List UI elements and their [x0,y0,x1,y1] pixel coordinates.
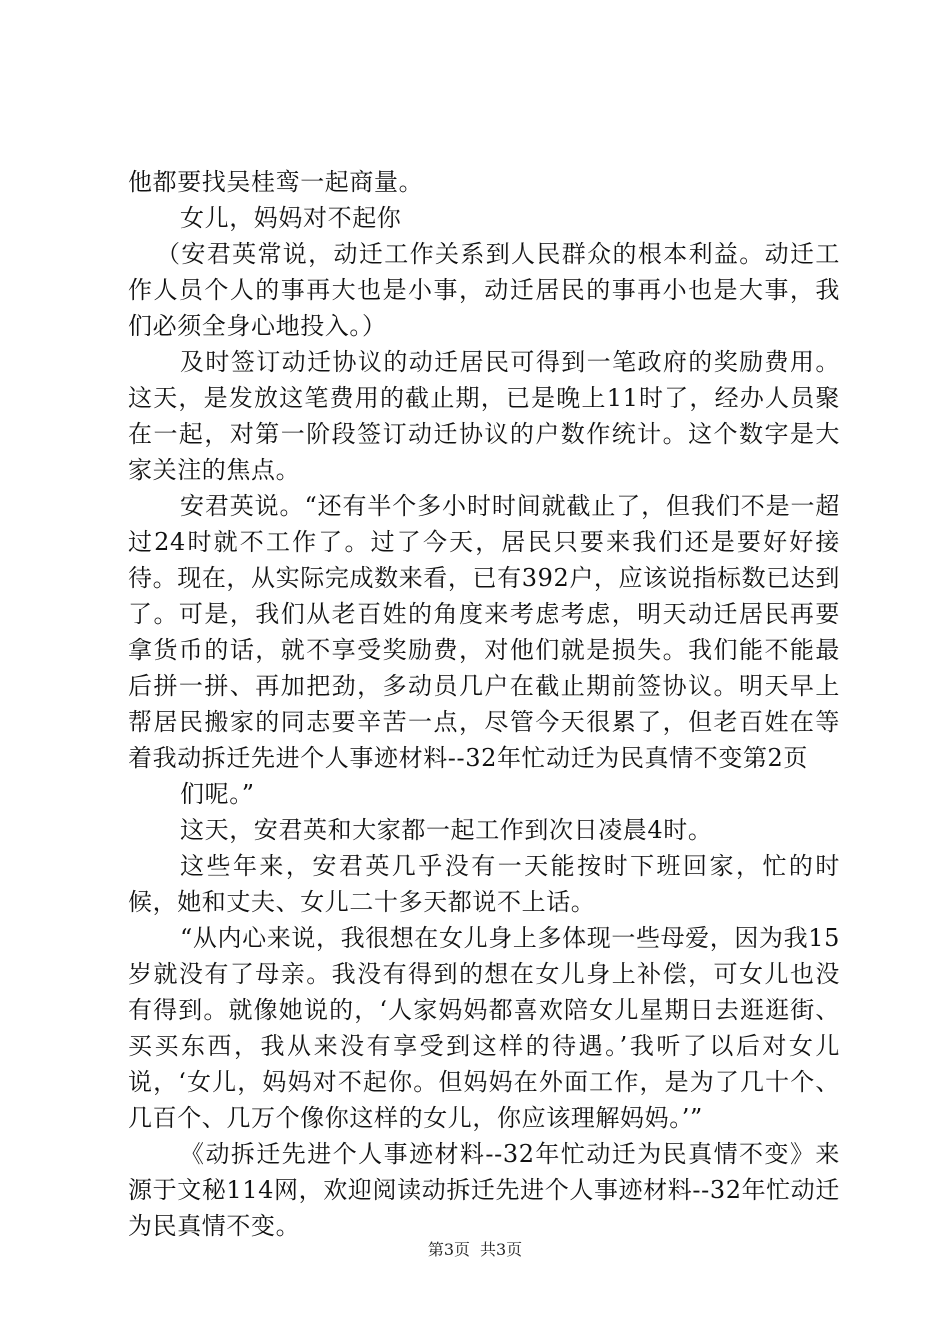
section-heading: 女儿，妈妈对不起你 [180,204,402,232]
paragraph-continuation: 他都要找吴桂鸾一起商量。 [128,168,424,196]
page-number: 第3页 [427,1240,470,1259]
paragraph: 们呢。” [180,780,255,808]
document-body [128,164,840,1244]
paragraph: 及时签订动迁协议的动迁居民可得到一笔政府的奖励费用。这天，是发放这笔费用的截止期，已是晚上11时了，经办人员聚在一起，对第一阶段签订动迁协议的户数作统计。这个数字是大家关注的焦点。 [128,348,840,484]
page-footer [0,1240,950,1260]
paragraph-quote-note: （安君英常说，动迁工作关系到人民群众的根本利益。动迁工作人员个人的事再大也是小事，动迁居民的事再小也是大事，我们必须全身心地投入。） [128,240,840,340]
paragraph: 这些年来，安君英几乎没有一天能按时下班回家，忙的时候，她和丈夫、女儿二十多天都说不上话。 [128,852,840,916]
paragraph: 这天，安君英和大家都一起工作到次日凌晨4时。 [180,816,713,844]
paragraph-source-note: 《动拆迁先进个人事迹材料--32年忙动迁为民真情不变》来源于文秘114网，欢迎阅读动拆迁先进个人事迹材料--32年忙动迁为民真情不变。 [128,1140,840,1240]
page-total: 共3页 [480,1240,523,1259]
paragraph: “从内心来说，我很想在女儿身上多体现一些母爱，因为我15岁就没有了母亲。我没有得到的想在女儿身上补偿，可女儿也没有得到。就像她说的，‘人家妈妈都喜欢陪女儿星期日去逛逛街、买买东西，我从来没有享受到这样的待遇。’我听了以后对女儿说，‘女儿，妈妈对不起你。但妈妈在外面工作，是为了几十个、几百个、几万个像你这样的女儿，你应该理解妈妈。’” [128,924,840,1132]
paragraph: 安君英说。“还有半个多小时时间就截止了，但我们不是一超过24时就不工作了。过了今天，居民只要来我们还是要好好接待。现在，从实际完成数来看，已有392户，应该说指标数已达到了。可是，我们从老百姓的角度来考虑考虑，明天动迁居民再要拿货币的话，就不享受奖励费，对他们就是损失。我们能不能最后拼一拼、再加把劲，多动员几户在截止期前签协议。明天早上帮居民搬家的同志要辛苦一点，尽管今天很累了，但老百姓在等着我动拆迁先进个人事迹材料--32年忙动迁为民真情不变第2页 [128,492,840,772]
